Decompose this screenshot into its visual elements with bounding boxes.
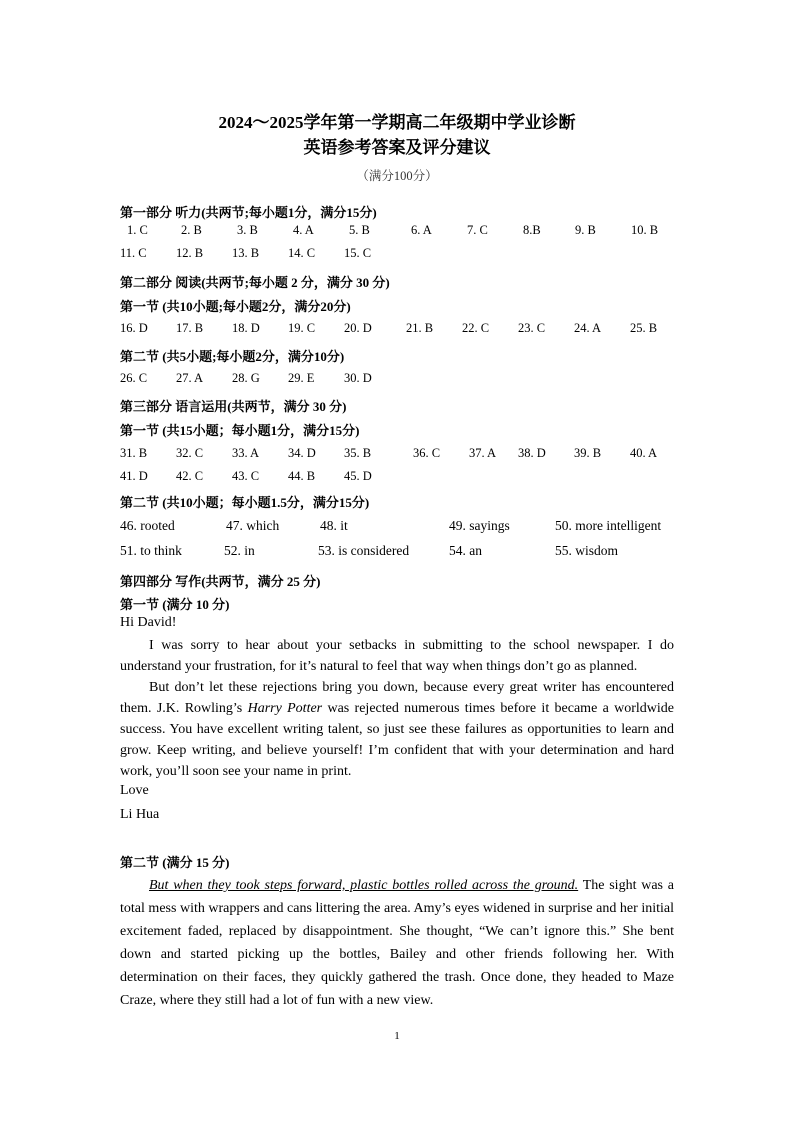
answer-item: 16. D bbox=[120, 321, 148, 335]
answer-item: 54. an bbox=[449, 543, 482, 558]
answer-item: 47. which bbox=[226, 518, 280, 533]
answer-item: 14. C bbox=[288, 246, 316, 260]
page-number: 1 bbox=[394, 1030, 400, 1042]
title-line-2: 英语参考答案及评分建议 bbox=[303, 138, 491, 157]
continuation-paragraph bbox=[120, 874, 674, 1012]
book-title: Harry Potter bbox=[247, 701, 323, 716]
answer-item: 30. D bbox=[344, 371, 372, 385]
answer-item: 43. C bbox=[232, 469, 260, 483]
answer-item: 33. A bbox=[232, 446, 260, 460]
answer-item: 24. A bbox=[574, 321, 602, 335]
given-opening-sentence: But when they took steps forward, plastic bottles rolled across the ground. bbox=[149, 878, 579, 893]
answer-item: 1. C bbox=[127, 223, 148, 237]
answer-item: 41. D bbox=[120, 469, 148, 483]
answer-item: 19. C bbox=[288, 321, 316, 335]
answer-item: 53. is considered bbox=[318, 543, 410, 558]
answer-item: 51. to think bbox=[120, 543, 182, 558]
answer-item: 28. G bbox=[232, 371, 260, 385]
answer-item: 37. A bbox=[469, 446, 497, 460]
answer-item: 5. B bbox=[349, 223, 370, 237]
answer-item: 40. A bbox=[630, 446, 658, 460]
answer-item: 31. B bbox=[120, 446, 148, 460]
part4-section2-heading: 第二节 (满分 15 分) bbox=[120, 855, 230, 870]
answer-item: 4. A bbox=[293, 223, 314, 237]
letter-paragraph-2-start: But don’t let these rejections bring you down, because every great writer has encountered them. J.K. Rowling’s bbox=[120, 680, 674, 716]
answer-item: 6. A bbox=[411, 223, 432, 237]
part1-heading: 第一部分 听力(共两节;每小题1分，满分15分) bbox=[120, 205, 377, 220]
answer-item: 9. B bbox=[575, 223, 596, 237]
answer-item: 46. rooted bbox=[120, 518, 175, 533]
answer-item: 35. B bbox=[344, 446, 372, 460]
answer-item: 3. B bbox=[237, 223, 258, 237]
answer-item: 50. more intelligent bbox=[555, 518, 662, 533]
answer-item: 26. C bbox=[120, 371, 148, 385]
part2-heading: 第二部分 阅读(共两节;每小题 2 分，满分 30 分) bbox=[120, 275, 390, 290]
answer-item: 17. B bbox=[176, 321, 204, 335]
letter-greeting: Hi David! bbox=[120, 615, 177, 630]
answer-item: 23. C bbox=[518, 321, 546, 335]
answer-item: 52. in bbox=[224, 543, 255, 558]
letter-closing: Love bbox=[120, 783, 149, 798]
part4-section1-heading: 第一节 (满分 10 分) bbox=[120, 597, 230, 612]
title-line-1: 2024～2025学年第一学期高二年级期中学业诊断 bbox=[218, 113, 576, 132]
answer-item: 13. B bbox=[232, 246, 260, 260]
answer-item: 18. D bbox=[232, 321, 260, 335]
answer-item: 36. C bbox=[413, 446, 441, 460]
answer-item: 12. B bbox=[176, 246, 204, 260]
answer-item: 10. B bbox=[631, 223, 659, 237]
part3-heading: 第三部分 语言运用(共两节，满分 30 分) bbox=[120, 399, 347, 414]
answer-item: 45. D bbox=[344, 469, 372, 483]
answer-item: 20. D bbox=[344, 321, 372, 335]
answer-item: 21. B bbox=[406, 321, 434, 335]
letter-signature: Li Hua bbox=[120, 807, 160, 822]
answer-item: 44. B bbox=[288, 469, 316, 483]
answer-item: 55. wisdom bbox=[555, 543, 619, 558]
answer-item: 48. it bbox=[320, 518, 348, 533]
answer-item: 38. D bbox=[518, 446, 546, 460]
answer-item: 32. C bbox=[176, 446, 204, 460]
part2-section2-heading: 第二节 (共5小题;每小题2分，满分10分) bbox=[120, 349, 345, 364]
answer-item: 2. B bbox=[181, 223, 202, 237]
answer-item: 22. C bbox=[462, 321, 490, 335]
answer-item: 27. A bbox=[176, 371, 204, 385]
answer-item: 29. E bbox=[288, 371, 315, 385]
answer-item: 11. C bbox=[120, 246, 147, 260]
full-score-note: （满分100分） bbox=[356, 169, 438, 183]
continuation-text: The sight was a total mess with wrappers and cans littering the area. Amy’s eyes widened in surprise and her initial excitement faded, replaced by disappointment. She thought, “We can’t ignore this.” She bent down and started picking up the bottles, Bailey and other friends following her. With determination on their faces, they quickly gathered the trash. Once done, they headed to Maze Craze, where they still had a lot of fun with a new view. bbox=[120, 878, 674, 1008]
answer-item: 8.B bbox=[523, 223, 541, 237]
part2-section1-heading: 第一节 (共10小题;每小题2分，满分20分) bbox=[120, 299, 351, 314]
part3-section1-heading: 第一节 (共15小题；每小题1分，满分15分) bbox=[120, 423, 360, 438]
part4-heading: 第四部分 写作(共两节，满分 25 分) bbox=[120, 574, 321, 589]
answer-item: 34. D bbox=[288, 446, 316, 460]
answer-item: 49. sayings bbox=[449, 518, 510, 533]
letter-paragraph-2 bbox=[120, 677, 674, 782]
letter-paragraph-1: I was sorry to hear about your setbacks in submitting to the school newspaper. I do understand your frustration, for it’s natural to feel that way when things don’t go as planned. bbox=[120, 638, 674, 674]
answer-item: 7. C bbox=[467, 223, 488, 237]
answer-item: 39. B bbox=[574, 446, 602, 460]
letter-paragraph-2-end: was rejected numerous times before it became a worldwide success. You have excellent writing talent, so just see these failures as opportunities to learn and grow. Keep writing, and believe yourself! I’m confident that with your determination and hard work, you’ll soon see your name in print. bbox=[120, 701, 675, 779]
answer-item: 15. C bbox=[344, 246, 372, 260]
part3-section2-heading: 第二节 (共10小题；每小题1.5分，满分15分) bbox=[120, 495, 370, 510]
answer-item: 25. B bbox=[630, 321, 658, 335]
answer-item: 42. C bbox=[176, 469, 204, 483]
